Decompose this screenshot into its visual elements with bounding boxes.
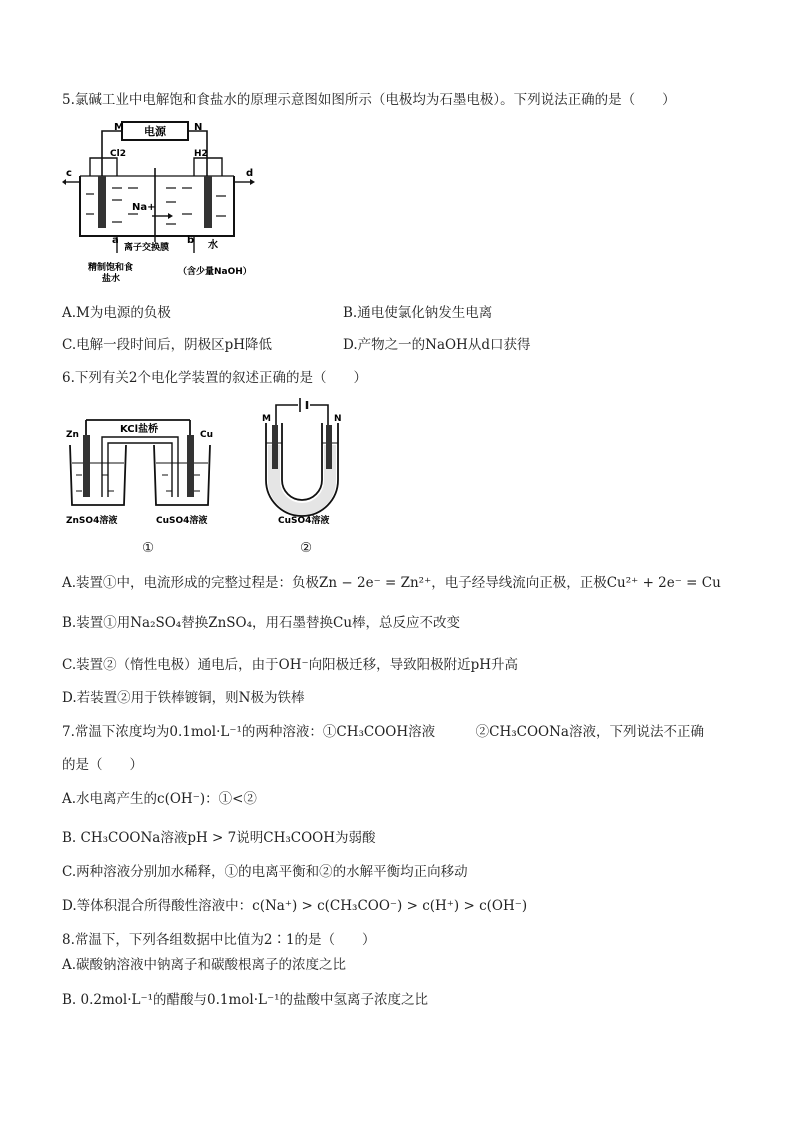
cl2-label: Cl2 — [110, 149, 126, 159]
fig2-solution-label: CuSO4溶液 — [278, 516, 330, 526]
anode-electrode — [98, 176, 106, 228]
label-N: N — [194, 122, 203, 133]
outlet-d: d — [246, 168, 254, 179]
q5-option-C: C.电解一段时间后，阴极区pH降低 — [62, 337, 273, 353]
cathode-electrode — [204, 176, 212, 228]
q5-option-A: A.M为电源的负极 — [62, 305, 171, 321]
q6-option-B: B.装置①用Na₂SO₄替换ZnSO₄，用石墨替换Cu棒，总反应不改变 — [62, 615, 461, 631]
q8-option-A: A.碳酸钠溶液中钠离子和碳酸根离子的浓度之比 — [62, 957, 347, 973]
q6-option-C: C.装置②（惰性电极）通电后，由于OH⁻向阳极迁移，导致阳极附近pH升高 — [62, 657, 519, 673]
label-M: M — [114, 122, 124, 133]
znso4-label: ZnSO4溶液 — [66, 516, 118, 526]
q5-option-D: D.产物之一的NaOH从d口获得 — [343, 337, 531, 353]
electrode-M — [272, 425, 278, 469]
q6-stem: 6.下列有关2个电化学装置的叙述正确的是（ ） — [62, 370, 367, 386]
q5-option-B: B.通电使氯化钠发生电离 — [343, 305, 493, 321]
fig1-label: ① — [142, 540, 155, 556]
power-label: 电源 — [144, 125, 166, 138]
q7-option-A: A.水电离产生的c(OH⁻)：①<② — [62, 791, 257, 807]
q7-stem-line1: 7.常温下浓度均为0.1mol·L⁻¹的两种溶液：①CH₃COOH溶液 ②CH₃COONa溶液，下列说法不正确 — [62, 724, 704, 740]
q8-stem: 8.常温下，下列各组数据中比值为2∶1的是（ ） — [62, 932, 376, 948]
na-migration-arrow — [168, 213, 173, 219]
fig2-label: ② — [300, 540, 313, 556]
q5-stem: 5.氯碱工业中电解饱和食盐水的原理示意图如图所示（电极均为石墨电极）。下列说法正确的是（ ） — [62, 92, 676, 108]
q7-option-D: D.等体积混合所得酸性溶液中：c(Na⁺) > c(CH₃COO⁻) > c(H⁺) > c(OH⁻) — [62, 898, 528, 914]
q6-option-A: A.装置①中，电流形成的完整过程是：负极Zn − 2e⁻ = Zn²⁺，电子经导线流向正极，正极Cu²⁺ + 2e⁻ = Cu — [62, 575, 721, 591]
inlet-b: b — [187, 235, 195, 246]
right-inlet-label: （含少量NaOH） — [178, 267, 252, 277]
inlet-a: a — [112, 235, 119, 246]
h2-label: H2 — [194, 149, 208, 159]
cuso4-label: CuSO4溶液 — [156, 516, 208, 526]
zn-label: Zn — [66, 430, 79, 440]
q6-option-D: D.若装置②用于铁棒镀铜，则N极为铁棒 — [62, 690, 305, 706]
electrolysis-cell-figure — [62, 118, 262, 288]
u-tube-figure — [262, 395, 352, 530]
cu-label: Cu — [200, 430, 214, 440]
salt-bridge-label: KCl盐桥 — [120, 424, 159, 435]
membrane-label: 离子交换膜 — [124, 243, 170, 253]
left-inlet-line1: 精制饱和食 — [88, 263, 134, 273]
cu-electrode — [187, 435, 194, 497]
q8-option-B: B. 0.2mol·L⁻¹的醋酸与0.1mol·L⁻¹的盐酸中氢离子浓度之比 — [62, 992, 429, 1008]
na-ion-label: Na+ — [132, 202, 156, 213]
outlet-c: c — [66, 168, 72, 179]
q7-option-C: C.两种溶液分别加水稀释，①的电离平衡和②的水解平衡均正向移动 — [62, 864, 468, 880]
left-inlet-line2: 盐水 — [102, 274, 121, 284]
q7-option-B: B. CH₃COONa溶液pH > 7说明CH₃COOH为弱酸 — [62, 830, 376, 846]
zn-electrode — [83, 435, 90, 497]
fig2-N: N — [334, 414, 342, 424]
water-label: 水 — [208, 240, 218, 251]
q7-stem-line2: 的是（ ） — [62, 757, 143, 773]
electrode-N — [326, 425, 332, 469]
galvanic-cell-figure — [62, 405, 222, 560]
fig2-M: M — [262, 414, 271, 424]
